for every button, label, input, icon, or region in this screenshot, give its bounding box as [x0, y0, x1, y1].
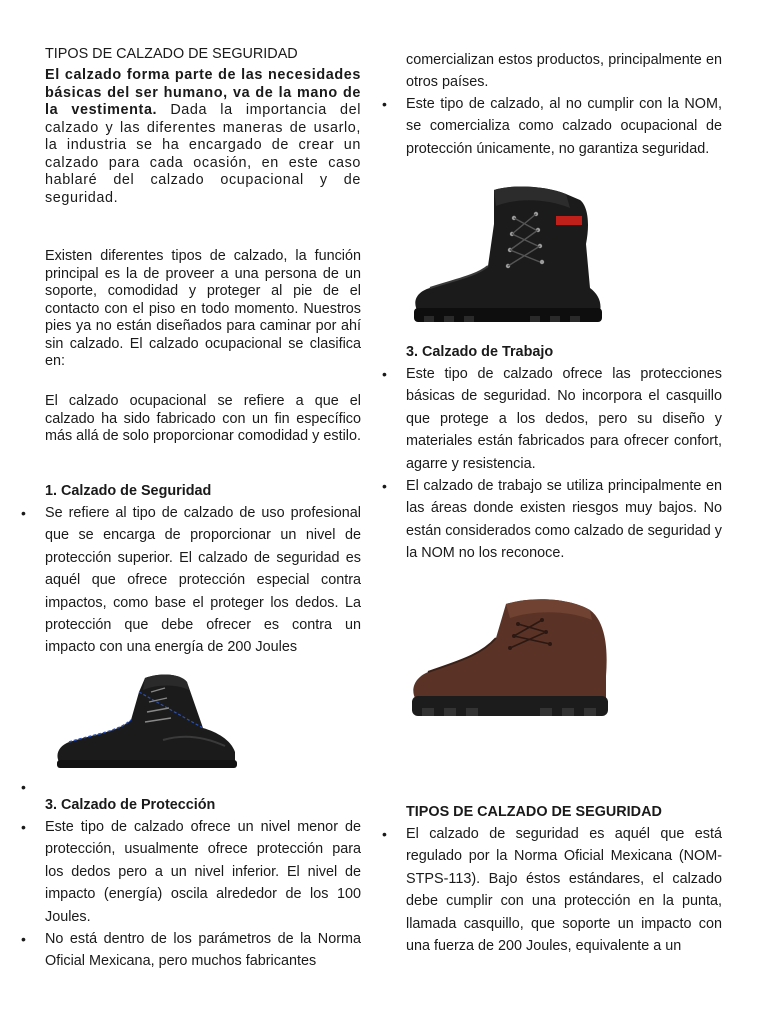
bullet-icon: • [21, 505, 26, 521]
intro-paragraph [45, 67, 361, 207]
section-heading-proteccion: 3. Calzado de Protección [45, 797, 216, 813]
list-trabajo [382, 363, 722, 565]
list-tipos [382, 823, 722, 957]
list-item: • Este tipo de calzado, al no cumplir con la NOM, se comercializa como calzado ocupacional de protección únicamente, no garantiza seguridad. [406, 93, 722, 160]
list-item: • Se refiere al tipo de calzado de uso profesional que se encarga de proporcionar un nivel de protección superior. El calzado de seguridad es aquél que ofrece protección especial contra impactos, como base el proteger los dedos. La protección que debe ofrecer es contra un impacto con una energía de 200 Joules [45, 502, 361, 659]
section-heading-seguridad: 1. Calzado de Seguridad [45, 483, 212, 499]
bullet-icon: • [21, 819, 26, 835]
intro-bold: El calzado forma parte de las necesidades básicas del ser humano, va de la mano de la vestimenta. [45, 67, 361, 118]
bullet-icon: • [382, 826, 387, 842]
list-item: • Este tipo de calzado ofrece un nivel menor de protección, usualmente ofrece protección para los dedos pero a un nivel inferior. El nivel de impacto (energía) oscila alrededor de los 100 Joules. [45, 816, 361, 928]
list-proteccion [21, 816, 361, 973]
bullet-icon: • [382, 478, 387, 495]
list-item: • No está dentro de los parámetros de la Norma Oficial Mexicana, pero muchos fabricantes [45, 928, 361, 973]
paragraph-calzado-funcion: Existen diferentes tipos de calzado, la función principal es la de proveer a una persona de un soporte, comodidad y proteger al pie de el contacto con el piso en todo momento. Nuestros pies ya no están diseñados para caminar por ahí sin calzado. El calzado ocupacional se clasifica en: [45, 248, 361, 369]
section-heading-tipos: TIPOS DE CALZADO DE SEGURIDAD [406, 804, 662, 820]
bullet-icon: • [382, 366, 387, 382]
list-item: • El calzado de seguridad es aquél que está regulado por la Norma Oficial Mexicana (NOM-STPS-113). Bajo éstos estándares, el calzado debe cumplir con una protección en la punta, llamada casquillo, que soporte un impacto con una fuerza de 200 Joules, equivalente a un [406, 823, 722, 957]
page-title: TIPOS DE CALZADO DE SEGURIDAD [45, 46, 298, 62]
continuation-text: comercializan estos productos, principalmente en otros países. [406, 52, 722, 91]
list-item: • Este tipo de calzado ofrece las protecciones básicas de seguridad. No incorpora el casquillo que protege a los dedos, pero su diseño y materiales están fabricados para ofrecer confort, agarre y resistencia. [406, 363, 722, 475]
bullet-icon: • [21, 931, 26, 948]
work-shoe-image [410, 580, 610, 730]
bullet-icon: • [21, 779, 26, 795]
paragraph-calzado-ocupacional: El calzado ocupacional se refiere a que el calzado ha sido fabricado con un fin específico más allá de solo proporcionar comodidad y estilo. [45, 393, 361, 444]
bullet-icon: • [382, 96, 387, 112]
work-boot-image [410, 184, 606, 334]
list-seguridad [21, 502, 361, 659]
section-heading-trabajo: 3. Calzado de Trabajo [406, 344, 554, 360]
list-nom [382, 93, 722, 160]
safety-boot-image [53, 662, 243, 774]
intro-rest: Dada la importancia del calzado y las diferentes maneras de usarlo, la industria se ha encargado de crear un calzado para cada ocasión, en este caso hablaré del calzado ocupacional y de seguridad. [45, 102, 361, 206]
list-item: • El calzado de trabajo se utiliza principalmente en las áreas donde existen riesgos muy bajos. No están considerados como calzado de seguridad y la NOM no los reconoce. [406, 475, 722, 565]
